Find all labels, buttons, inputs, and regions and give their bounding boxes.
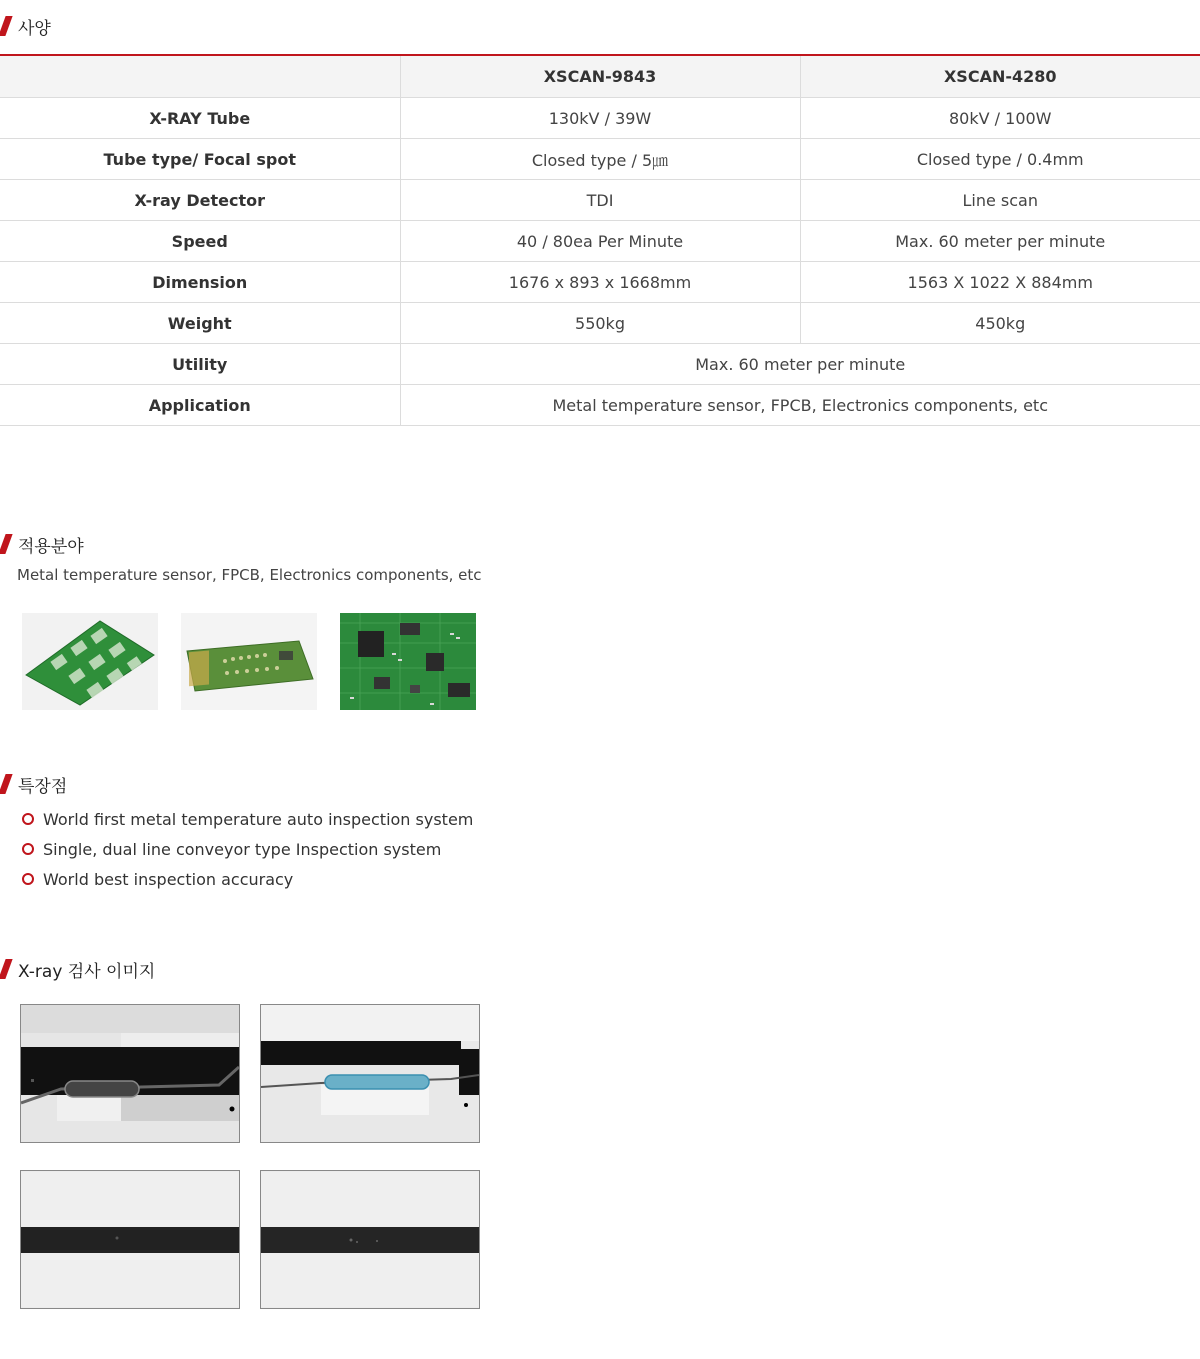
table-row xyxy=(0,303,1200,344)
cell-model-a: 1676 x 893 x 1668mm xyxy=(400,262,800,303)
feature-list xyxy=(22,804,473,894)
xray-image-3 xyxy=(20,1170,240,1309)
list-item xyxy=(22,864,473,894)
table-row xyxy=(0,98,1200,139)
cell-merged: Max. 60 meter per minute xyxy=(400,344,1200,385)
xray-section-title xyxy=(0,957,155,981)
feature-title-text: 특장점 xyxy=(18,776,68,797)
feature-text: World best inspection accuracy xyxy=(43,869,294,889)
spec-table xyxy=(0,54,1200,426)
red-slash-icon xyxy=(0,534,14,554)
list-item xyxy=(22,804,473,834)
row-label: Utility xyxy=(0,344,400,385)
xray-title-text: X-ray 검사 이미지 xyxy=(18,961,156,982)
circle-bullet-icon xyxy=(22,873,34,885)
table-row xyxy=(0,262,1200,303)
cell-model-b: Line scan xyxy=(800,180,1200,221)
feature-text: World first metal temperature auto inspection system xyxy=(43,809,474,829)
pcb-board-image-2 xyxy=(181,613,317,710)
application-description: Metal temperature sensor, FPCB, Electronics components, etc xyxy=(17,566,482,584)
xray-image-1 xyxy=(20,1004,240,1143)
cell-model-a: Closed type / 5㎛ xyxy=(400,139,800,180)
spec-header-model-b: XSCAN-4280 xyxy=(800,55,1200,98)
list-item xyxy=(22,834,473,864)
circle-bullet-icon xyxy=(22,843,34,855)
spec-section-title xyxy=(0,14,51,38)
feature-text: Single, dual line conveyor type Inspection system xyxy=(43,839,442,859)
row-label: Weight xyxy=(0,303,400,344)
cell-model-b: 1563 X 1022 X 884mm xyxy=(800,262,1200,303)
red-slash-icon xyxy=(0,16,14,36)
row-label: Tube type/ Focal spot xyxy=(0,139,400,180)
table-row xyxy=(0,139,1200,180)
circle-bullet-icon xyxy=(22,813,34,825)
spec-header-model-a: XSCAN-9843 xyxy=(400,55,800,98)
cell-model-b: Closed type / 0.4mm xyxy=(800,139,1200,180)
cell-model-a: 130kV / 39W xyxy=(400,98,800,139)
feature-section-title xyxy=(0,772,67,796)
row-label: X-ray Detector xyxy=(0,180,400,221)
red-slash-icon xyxy=(0,959,14,979)
pcb-board-image-1 xyxy=(22,613,158,710)
cell-model-b: 450kg xyxy=(800,303,1200,344)
application-title-text: 적용분야 xyxy=(18,536,84,557)
row-label: Speed xyxy=(0,221,400,262)
spec-header-row xyxy=(0,55,1200,98)
table-row xyxy=(0,180,1200,221)
cell-model-b: Max. 60 meter per minute xyxy=(800,221,1200,262)
table-row xyxy=(0,221,1200,262)
cell-model-b: 80kV / 100W xyxy=(800,98,1200,139)
table-row xyxy=(0,344,1200,385)
table-row xyxy=(0,385,1200,426)
row-label: X-RAY Tube xyxy=(0,98,400,139)
cell-model-a: TDI xyxy=(400,180,800,221)
pcb-board-image-3 xyxy=(340,613,476,710)
spec-title-text: 사양 xyxy=(18,18,51,39)
xray-image-4 xyxy=(260,1170,480,1309)
red-slash-icon xyxy=(0,774,14,794)
spec-header-blank xyxy=(0,55,400,98)
cell-model-a: 550kg xyxy=(400,303,800,344)
cell-merged: Metal temperature sensor, FPCB, Electronics components, etc xyxy=(400,385,1200,426)
row-label: Dimension xyxy=(0,262,400,303)
row-label: Application xyxy=(0,385,400,426)
application-section-title xyxy=(0,532,84,556)
xray-image-2 xyxy=(260,1004,480,1143)
cell-model-a: 40 / 80ea Per Minute xyxy=(400,221,800,262)
